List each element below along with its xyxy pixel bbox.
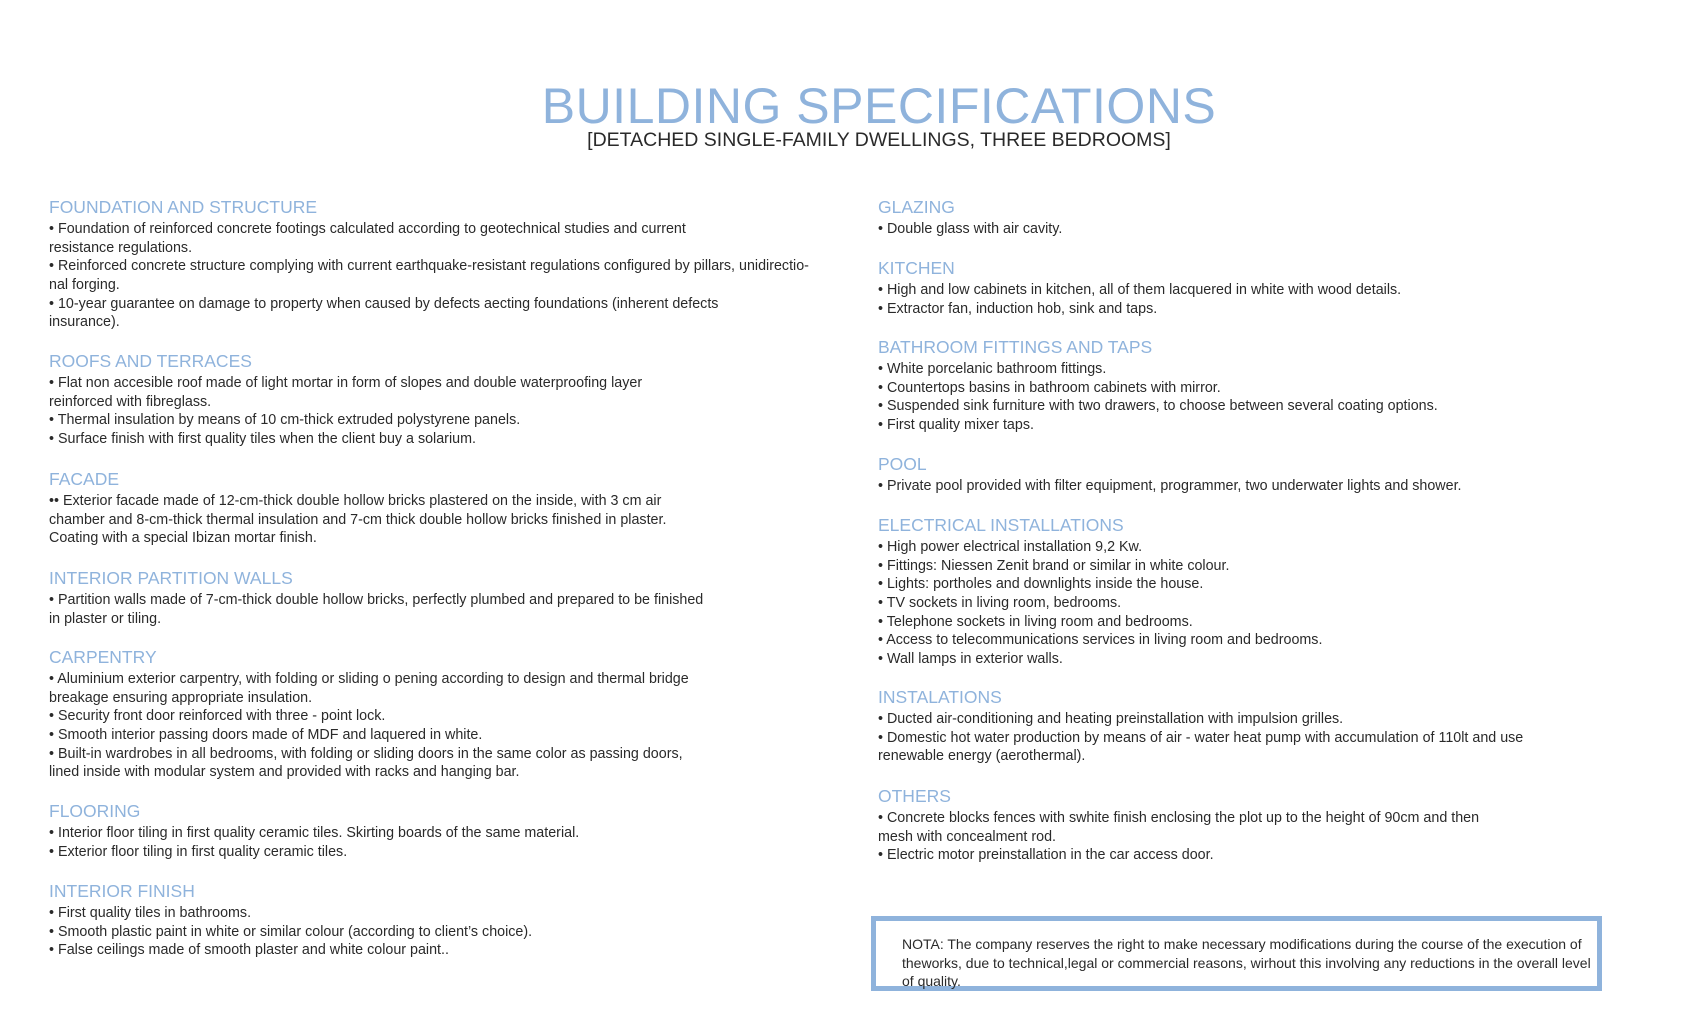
section-roofs-and-terraces	[49, 350, 642, 449]
spec-line: • Built-in wardrobes in all bedrooms, with folding or sliding doors in the same color as passing doors,	[49, 745, 683, 762]
section-title: GLAZING	[878, 197, 955, 217]
spec-line: • Smooth interior passing doors made of MDF and laquered in white.	[49, 727, 483, 744]
spec-line: • Countertops basins in bathroom cabinets with mirror.	[878, 379, 1221, 396]
nota-line: NOTA: The company reserves the right to make necessary modifications during the course of the execution of	[902, 936, 1582, 952]
section-title: ELECTRICAL INSTALLATIONS	[878, 515, 1124, 535]
section-glazing	[878, 196, 1062, 239]
spec-line: resistance regulations.	[49, 239, 193, 256]
page-subtitle: [DETACHED SINGLE-FAMILY DWELLINGS, THREE BEDROOMS]	[587, 129, 1171, 151]
section-title: INTERIOR FINISH	[49, 881, 195, 901]
spec-line: reinforced with fibreglass.	[49, 393, 212, 410]
section-pool	[878, 453, 1462, 496]
spec-line: • Electric motor preinstallation in the car access door.	[878, 847, 1214, 864]
spec-line: • Ducted air-conditioning and heating preinstallation with impulsion grilles.	[878, 711, 1344, 727]
spec-line: • Lights: portholes and downlights inside the house.	[878, 576, 1204, 593]
nota-box	[871, 916, 1602, 991]
nota-line: of quality.	[902, 973, 961, 990]
spec-line: • Aluminium exterior carpentry, with folding or sliding o pening according to design and thermal bridge	[49, 671, 689, 687]
spec-line: • Security front door reinforced with three - point lock.	[49, 708, 386, 725]
section-title: OTHERS	[878, 786, 951, 806]
section-foundation-and-structure	[49, 196, 809, 332]
spec-line: • Exterior floor tiling in first quality ceramic tiles.	[49, 843, 348, 860]
spec-line: • Fittings: Niessen Zenit brand or similar in white colour.	[878, 557, 1230, 574]
spec-line: • High and low cabinets in kitchen, all of them lacquered in white with wood details.	[878, 282, 1402, 298]
spec-line: • Partition walls made of 7-cm-thick double hollow bricks, perfectly plumbed and prepared to be finished	[49, 592, 704, 608]
section-title: INSTALATIONS	[878, 687, 1002, 707]
spec-line: • False ceilings made of smooth plaster and white colour paint..	[49, 942, 449, 959]
section-title: FLOORING	[49, 801, 141, 821]
spec-line: • Access to telecommunications services in living room and bedrooms.	[878, 632, 1323, 649]
spec-line: • Thermal insulation by means of 10 cm-thick extruded polystyrene panels.	[49, 412, 521, 429]
spec-line: insurance).	[49, 314, 120, 331]
section-carpentry	[49, 646, 689, 782]
section-interior-finish	[49, 880, 532, 960]
spec-line: • Telephone sockets in living room and bedrooms.	[878, 613, 1193, 630]
section-title: CARPENTRY	[49, 647, 157, 667]
spec-line: in plaster or tiling.	[49, 610, 162, 627]
section-interior-partition-walls	[49, 567, 703, 628]
section-others	[878, 785, 1479, 865]
spec-line: • Extractor fan, induction hob, sink and taps.	[878, 300, 1158, 317]
spec-line: chamber and 8-cm-thick thermal insulation and 7-cm thick double hollow bricks finished in plaster.	[49, 511, 667, 528]
spec-line: • Wall lamps in exterior walls.	[878, 651, 1063, 668]
spec-line: •• Exterior facade made of 12-cm-thick double hollow bricks plastered on the inside, with 3 cm air	[49, 493, 662, 509]
spec-line: • High power electrical installation 9,2 Kw.	[878, 539, 1143, 555]
section-title: BATHROOM FITTINGS AND TAPS	[878, 337, 1153, 357]
spec-line: • First quality mixer taps.	[878, 417, 1034, 434]
spec-line: • Flat non accesible roof made of light mortar in form of slopes and double waterproofing layer	[49, 375, 643, 391]
spec-line: • White porcelanic bathroom fittings.	[878, 361, 1107, 377]
section-title: KITCHEN	[878, 258, 955, 278]
section-title: INTERIOR PARTITION WALLS	[49, 568, 293, 588]
spec-line: • 10-year guarantee on damage to property when caused by defects aecting foundations (inherent defects	[49, 295, 719, 312]
spec-line: nal forging.	[49, 277, 120, 294]
spec-line: • Reinforced concrete structure complying with current earthquake-resistant regulations configured by pillars, unidirectio-	[49, 258, 809, 275]
spec-line: • Private pool provided with filter equipment, programmer, two underwater lights and shower.	[878, 478, 1462, 494]
nota-line: theworks, due to technical,legal or commercial reasons, wirhout this involving any reductions in the overall level	[902, 954, 1591, 971]
spec-line: • Concrete blocks fences with swhite finish enclosing the plot up to the height of 90cm and then	[878, 810, 1480, 826]
section-title: FOUNDATION AND STRUCTURE	[49, 197, 318, 217]
section-kitchen	[878, 257, 1401, 318]
spec-line: • Foundation of reinforced concrete footings calculated according to geotechnical studies and current	[49, 221, 686, 237]
section-electrical-installations	[878, 514, 1322, 669]
section-title: FACADE	[49, 469, 120, 489]
spec-line: mesh with concealment rod.	[878, 828, 1056, 845]
spec-line: • Domestic hot water production by means of air - water heat pump with accumulation of 110lt and use	[878, 729, 1524, 746]
section-flooring	[49, 800, 579, 861]
section-title: ROOFS AND TERRACES	[49, 351, 252, 371]
section-instalations	[878, 686, 1523, 766]
spec-line: • Smooth plastic paint in white or similar colour (according to client’s choice).	[49, 923, 533, 940]
spec-line: breakage ensuring appropriate insulation.	[49, 689, 313, 706]
section-facade	[49, 468, 666, 548]
section-title: POOL	[878, 454, 927, 474]
spec-line: • Double glass with air cavity.	[878, 221, 1063, 237]
spec-line: renewable energy (aerothermal).	[878, 748, 1086, 765]
spec-line: • TV sockets in living room, bedrooms.	[878, 595, 1122, 612]
spec-line: • Surface finish with first quality tiles when the client buy a solarium.	[49, 431, 476, 448]
spec-line: • Interior floor tiling in first quality ceramic tiles. Skirting boards of the same material.	[49, 825, 580, 841]
page-title: BUILDING SPECIFICATIONS	[541, 78, 1217, 134]
spec-line: lined inside with modular system and provided with racks and hanging bar.	[49, 764, 520, 781]
spec-line: Coating with a special Ibizan mortar finish.	[49, 530, 317, 547]
spec-line: • Suspended sink furniture with two drawers, to choose between several coating options.	[878, 398, 1438, 415]
section-bathroom-fittings-and-taps	[878, 336, 1438, 435]
spec-line: • First quality tiles in bathrooms.	[49, 905, 252, 921]
